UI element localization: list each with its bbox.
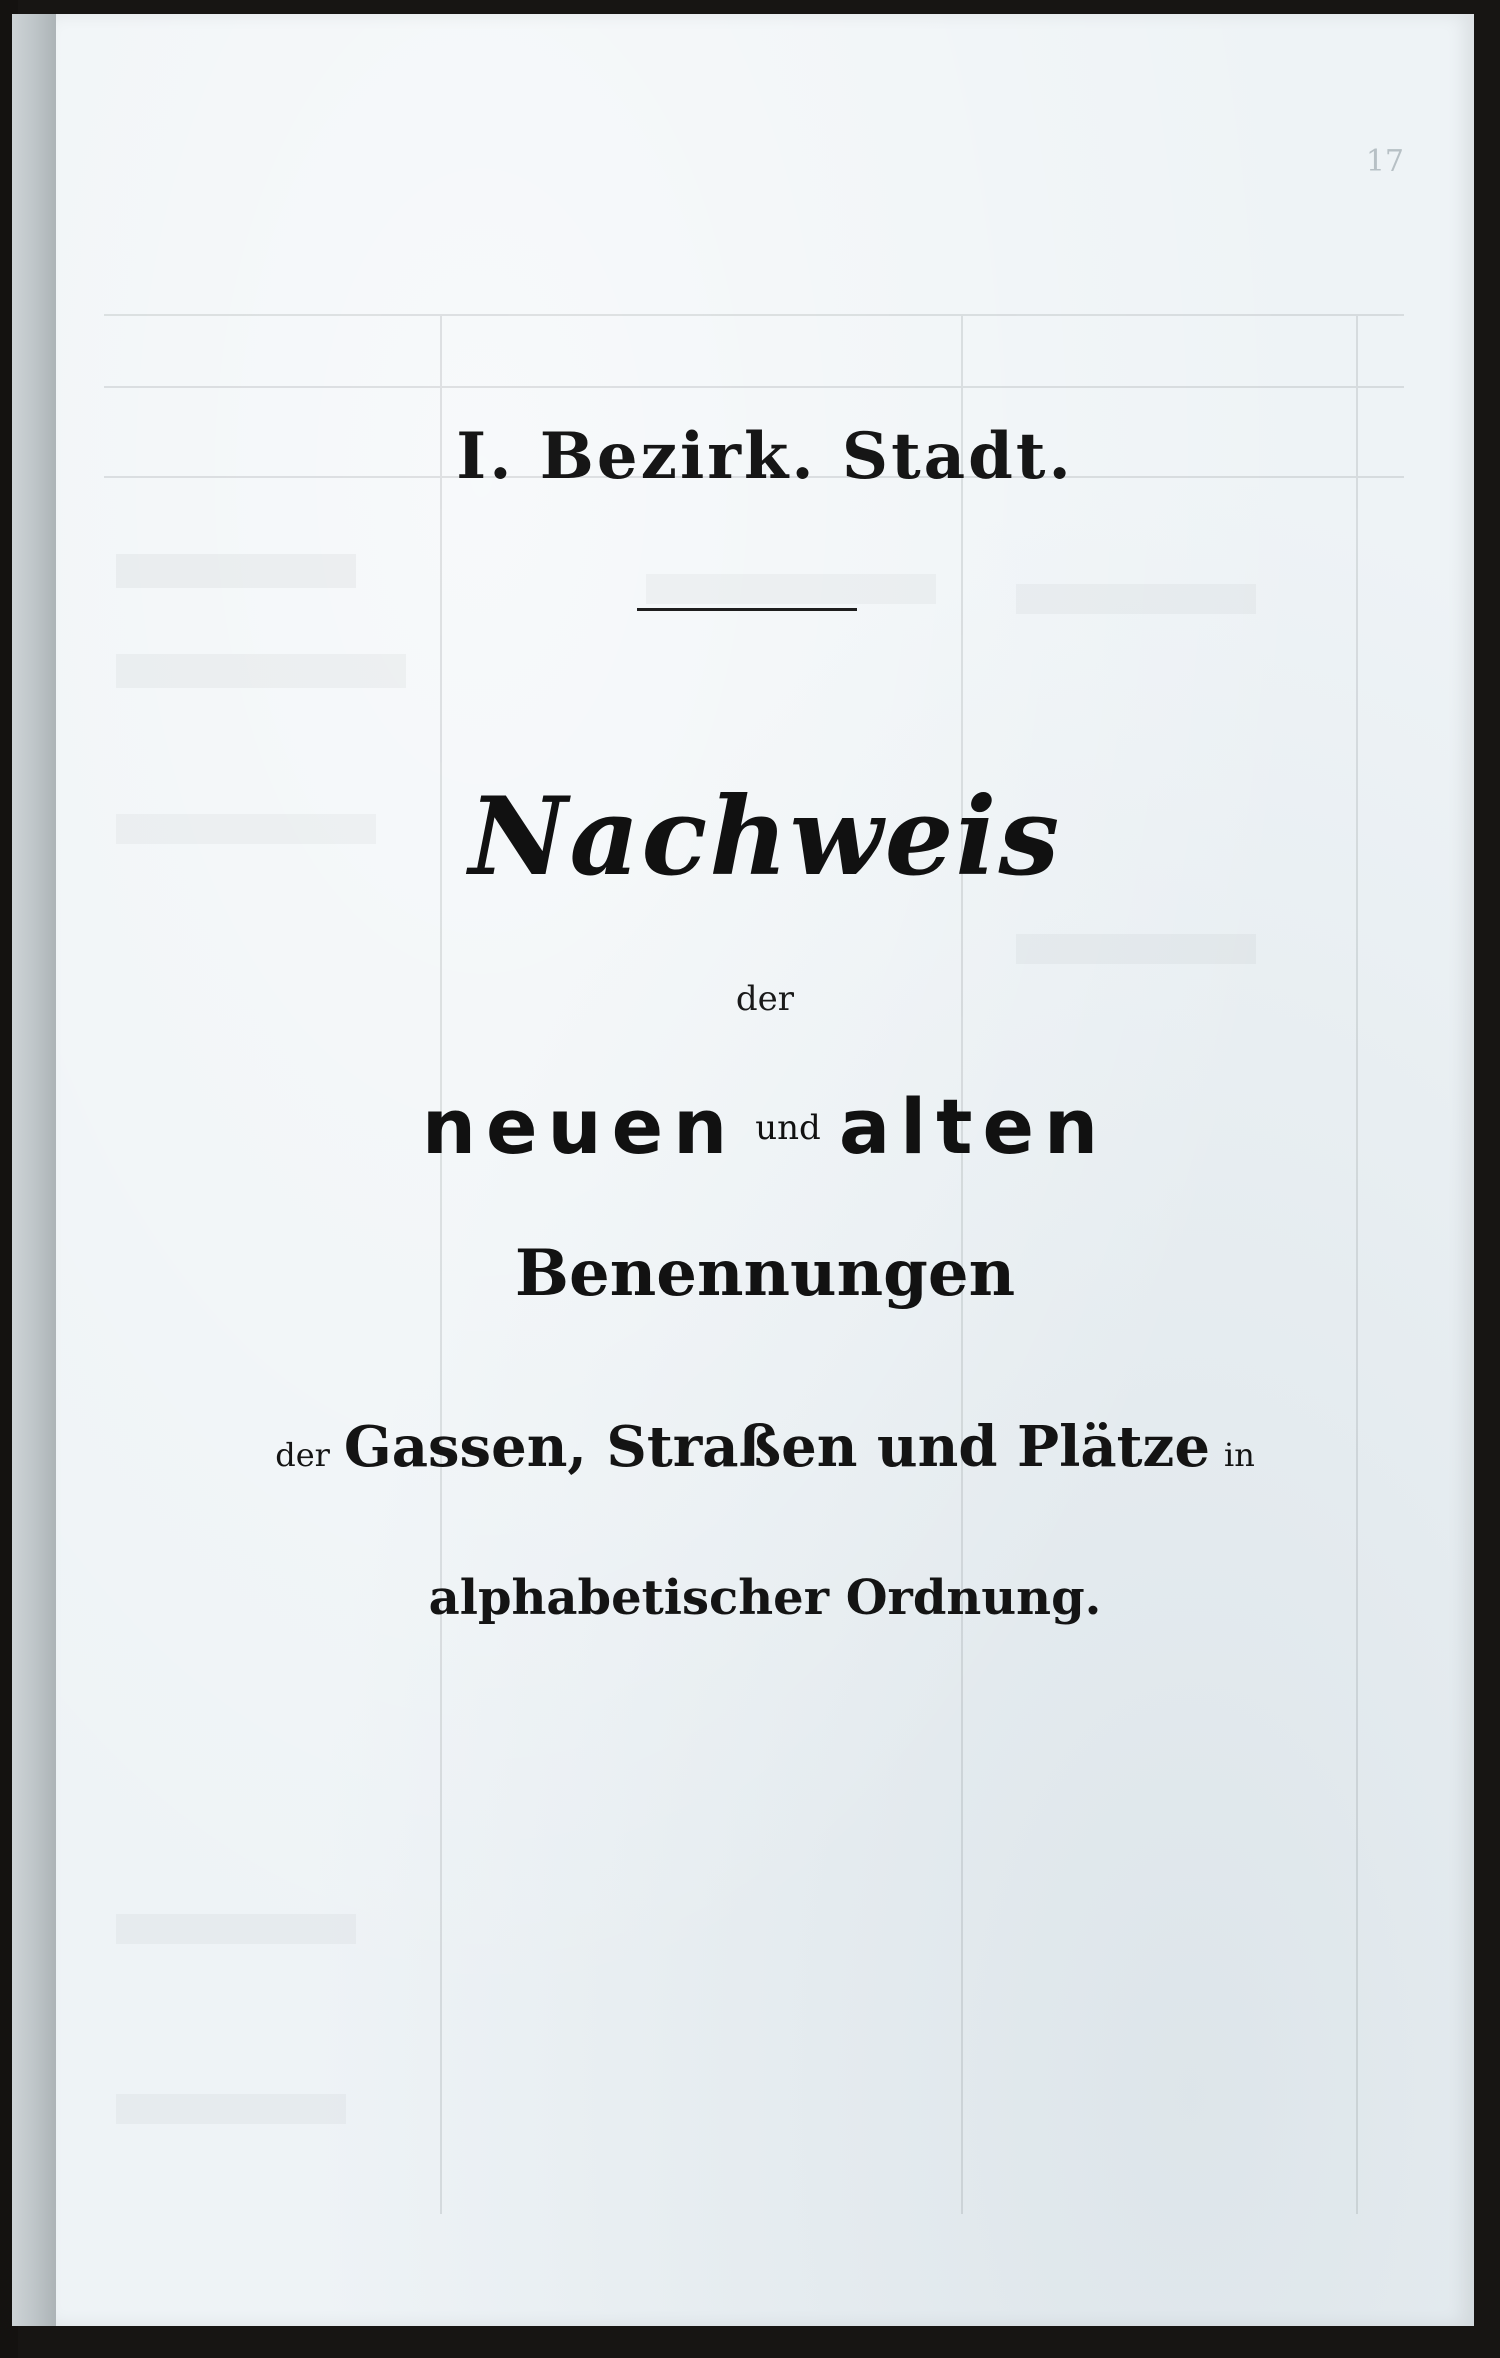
connector-und: und [755,1108,821,1148]
main-title: Nachweis [468,774,1062,900]
title-block [56,14,1474,2326]
word-alten: alten [838,1082,1109,1171]
word-neuen: neuen [421,1082,738,1171]
paper-page [56,14,1474,2326]
page-edge-strip [12,14,61,2326]
new-and-old-line [56,1082,1474,1171]
order-line: alphabetischer Ordnung. [428,1570,1102,1626]
divider-rule [637,608,857,611]
word-benennungen: Benennungen [514,1236,1016,1311]
district-heading: I. Bezirk. Stadt. [456,419,1074,494]
connector-der-2: der [275,1436,330,1474]
streets-phrase: Gassen, Straßen und Plätze [343,1414,1210,1480]
connector-in: in [1223,1436,1255,1474]
connector-der: der [735,979,795,1019]
streets-line [56,1414,1474,1480]
page-number: 17 [1365,144,1404,179]
